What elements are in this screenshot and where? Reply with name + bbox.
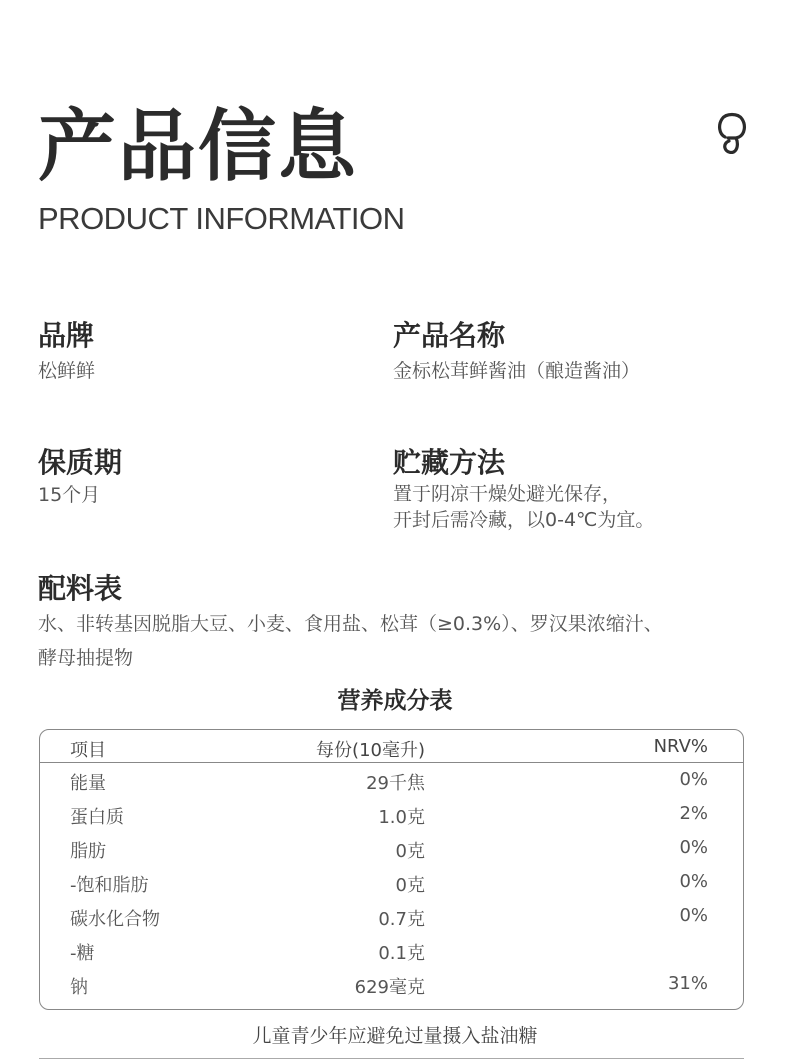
row-nrv: 0% — [679, 905, 708, 926]
row-nrv: 31% — [667, 973, 708, 994]
row-amount: 29千焦 — [366, 773, 425, 794]
row-nrv: 0% — [679, 769, 708, 790]
shelf-life-value: 15个月 — [38, 484, 101, 506]
storage-line-1: 置于阴凉干燥处避光保存， — [393, 483, 622, 505]
row-nrv: 2% — [679, 803, 708, 824]
row-item: 钠 — [70, 977, 88, 998]
ingredients-label: 配料表 — [38, 572, 123, 605]
health-advisory-note: 儿童青少年应避免过量摄入盐油糖 — [252, 1025, 538, 1047]
ingredients-line-2: 酵母抽提物 — [38, 647, 134, 669]
table-header-divider — [39, 762, 744, 763]
brand-value: 松鲜鲜 — [38, 360, 96, 382]
row-amount: 1.0克 — [378, 807, 425, 828]
ingredients-text — [38, 607, 753, 675]
row-amount: 0克 — [395, 875, 425, 896]
row-item: 蛋白质 — [70, 807, 124, 828]
row-nrv: 0% — [679, 837, 708, 858]
brand-label: 品牌 — [38, 319, 95, 352]
col-header-item: 项目 — [70, 740, 106, 761]
row-nrv: 0% — [679, 871, 708, 892]
storage-label: 贮藏方法 — [393, 446, 506, 479]
storage-line-2: 开封后需冷藏，以0-4℃为宜。 — [393, 509, 655, 531]
row-item: -饱和脂肪 — [70, 875, 149, 896]
bottom-divider — [39, 1058, 744, 1059]
col-header-nrv: NRV% — [653, 736, 708, 757]
row-amount: 0克 — [395, 841, 425, 862]
nutrition-table-title: 营养成分表 — [337, 688, 453, 714]
shelf-life-label: 保质期 — [38, 446, 123, 479]
row-item: -糖 — [70, 943, 95, 964]
page-subtitle: PRODUCT INFORMATION — [38, 201, 405, 236]
product-name-label: 产品名称 — [393, 319, 506, 352]
row-item: 脂肪 — [70, 841, 106, 862]
row-item: 能量 — [70, 773, 106, 794]
row-amount: 629毫克 — [354, 977, 425, 998]
col-header-per-serving: 每份(10毫升) — [316, 740, 425, 761]
row-amount: 0.7克 — [378, 909, 425, 930]
mushroom-outline-icon — [716, 110, 748, 154]
page-title: 产品信息 — [38, 102, 359, 192]
ingredients-line-1: 水、非转基因脱脂大豆、小麦、食用盐、松茸（≥0.3%）、罗汉果浓缩汁、 — [38, 613, 663, 635]
product-name-value: 金标松茸鲜酱油（酿造酱油） — [393, 360, 641, 382]
row-item: 碳水化合物 — [70, 909, 160, 930]
row-amount: 0.1克 — [378, 943, 425, 964]
